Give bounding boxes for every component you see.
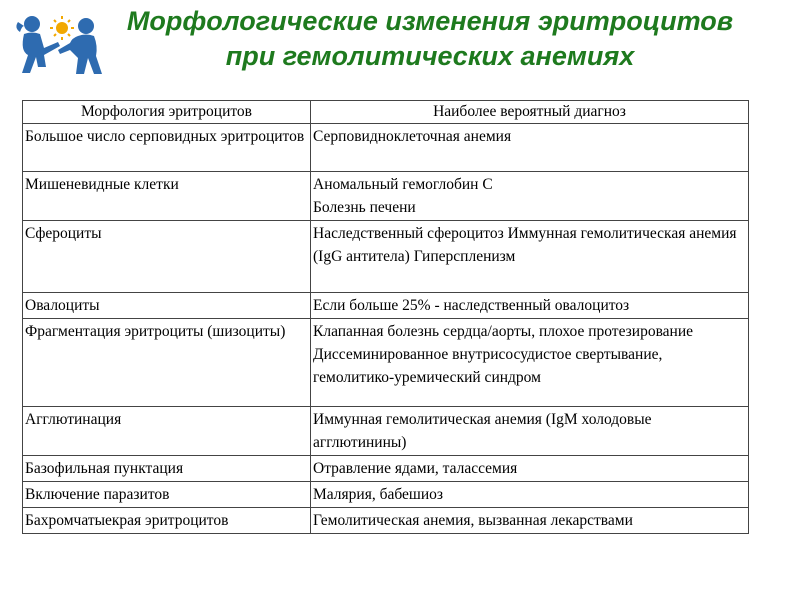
diagnosis-line: Клапанная болезнь сердца/аорты, плохое протезирование (313, 323, 694, 340)
diagnosis-cell (311, 508, 749, 534)
diagnosis-line: Диссеминированное внутрисосудистое свертывание, гемолитико-уремический синдром (313, 346, 663, 386)
table-row (23, 172, 749, 221)
diagnosis-line: Гемолитическая анемия, вызванная лекарствами (313, 512, 633, 529)
table-row (23, 319, 749, 407)
morphology-cell: Фрагментация эритроциты (шизоциты) (23, 319, 311, 407)
diagnosis-line: Отравление ядами, талассемия (313, 460, 518, 477)
table-row (23, 124, 749, 172)
diagnosis-line: Если больше 25% - наследственный овалоцитоз (313, 297, 630, 314)
morphology-table (22, 100, 749, 534)
diagnosis-cell (311, 482, 749, 508)
table-row (23, 482, 749, 508)
page-title: Морфологические изменения эритроцитов при гемолитических анемиях (126, 6, 734, 71)
column-header-morphology: Морфология эритроцитов (23, 101, 311, 124)
table-row (23, 508, 749, 534)
diagnosis-cell (311, 221, 749, 293)
morphology-cell: Большое число серповидных эритроцитов (23, 124, 311, 172)
diagnosis-cell (311, 456, 749, 482)
diagnosis-cell (311, 293, 749, 319)
children-sun-logo-icon (12, 8, 108, 82)
diagnosis-cell (311, 124, 749, 172)
diagnosis-cell (311, 319, 749, 407)
diagnosis-line: Серповидноклеточная анемия (313, 128, 512, 145)
table-header-row (23, 101, 749, 124)
morphology-cell: Бахромчатыекрая эритроцитов (23, 508, 311, 534)
table-row (23, 293, 749, 319)
diagnosis-line: Болезнь печени (313, 199, 416, 216)
diagnosis-line: Наследственный сфероцитоз Иммунная гемолитическая анемия (IgG антитела) Гиперспленизм (313, 225, 737, 265)
morphology-cell: Включение паразитов (23, 482, 311, 508)
diagnosis-cell (311, 407, 749, 456)
morphology-cell: Мишеневидные клетки (23, 172, 311, 221)
morphology-cell: Базофильная пунктация (23, 456, 311, 482)
diagnosis-cell (311, 172, 749, 221)
diagnosis-line: Малярия, бабешиоз (313, 486, 444, 503)
table-row (23, 221, 749, 293)
table-row (23, 407, 749, 456)
morphology-cell: Овалоциты (23, 293, 311, 319)
morphology-cell: Сфероциты (23, 221, 311, 293)
table-row (23, 456, 749, 482)
diagnosis-line: Аномальный гемоглобин С (313, 176, 493, 193)
diagnosis-line: Иммунная гемолитическая анемия (IgM холодовые агглютинины) (313, 411, 652, 451)
column-header-diagnosis: Наиболее вероятный диагноз (311, 101, 749, 124)
morphology-cell: Агглютинация (23, 407, 311, 456)
